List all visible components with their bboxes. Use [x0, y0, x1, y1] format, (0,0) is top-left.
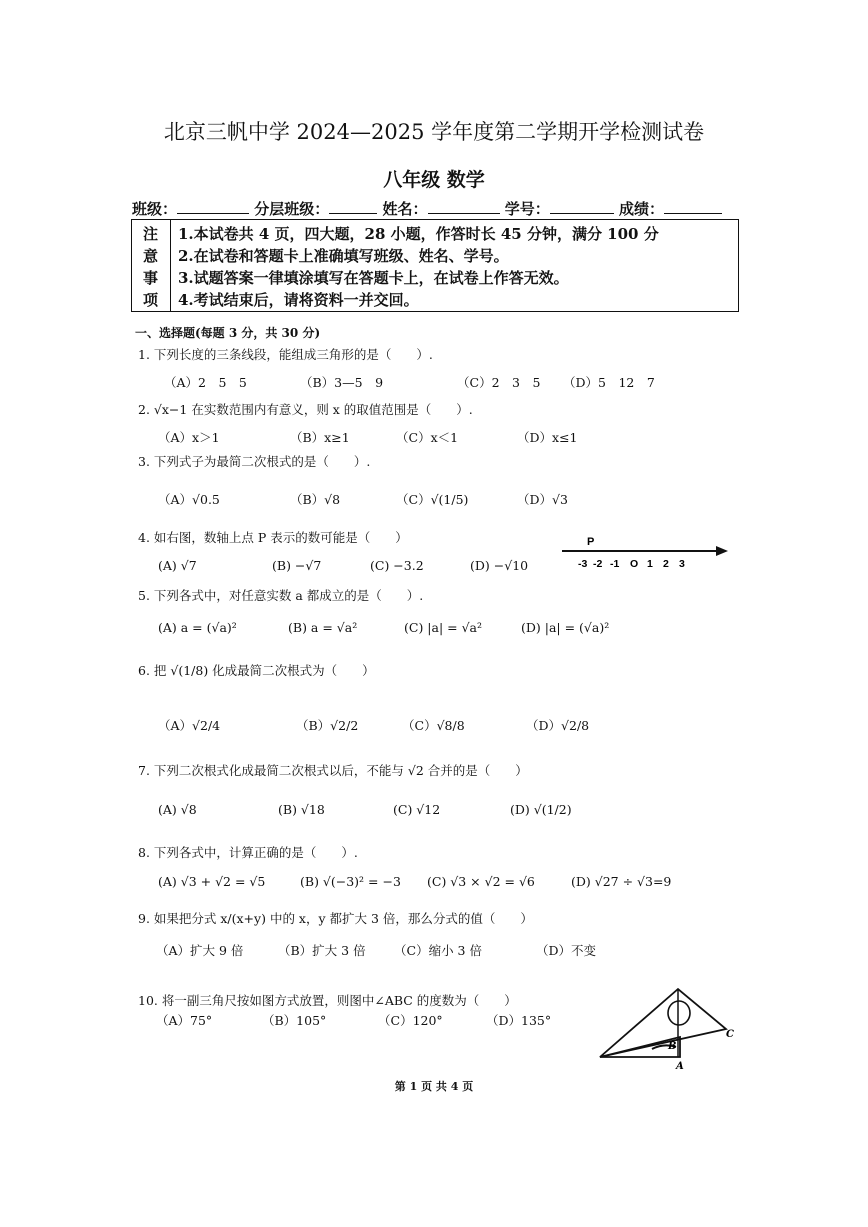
option-d: （D）√2/8 [526, 718, 590, 733]
tick-label: -1 [610, 558, 620, 570]
page-title: 北京三帆中学 2024—2025 学年度第二学期开学检测试卷 [163, 120, 705, 144]
option-c: （C）√(1/5) [396, 492, 469, 507]
question-stem: 4. 如右图，数轴上点 P 表示的数可能是（ ） [138, 530, 408, 545]
option-c: (C) √3 × √2 = √6 [427, 874, 535, 889]
option-c: (C) √12 [393, 802, 441, 817]
option-b: （B）3—5 9 [300, 375, 384, 390]
question-stem: 10. 将一副三角尺按如图方式放置，则图中∠ABC 的度数为（ ） [138, 993, 517, 1008]
point-p-label: P [587, 536, 595, 548]
option-a: （A）√2/4 [158, 718, 221, 733]
notice-side-label: 注 意 事 项 [132, 220, 171, 311]
option-b: （B）x≥1 [290, 430, 350, 445]
option-a: （A）x＞1 [158, 430, 220, 445]
notice-line: 1.本试卷共 4 页，四大题，28 小题，作答时长 45 分钟，满分 100 分 [178, 225, 659, 243]
question-stem: 7. 下列二次根式化成最简二次根式以后，不能与 √2 合并的是（ ） [138, 763, 528, 778]
tier-blank [329, 199, 377, 214]
id-blank [550, 199, 614, 214]
notice-box [131, 219, 739, 312]
option-c: (C) −3.2 [370, 558, 424, 573]
name-label: 姓名： [382, 200, 428, 218]
option-a: （A）75° [156, 1013, 213, 1028]
tick-label: -2 [593, 558, 603, 570]
option-c: （C）缩小 3 倍 [394, 943, 482, 958]
option-d: （D）x≤1 [517, 430, 578, 445]
question-stem: 8. 下列各式中，计算正确的是（ ）. [138, 845, 358, 860]
question-stem: 1. 下列长度的三条线段，能组成三角形的是（ ）. [138, 347, 433, 362]
option-b: （B）√8 [290, 492, 341, 507]
score-blank [664, 199, 722, 214]
option-a: （A）扩大 9 倍 [156, 943, 244, 958]
page-footer: 第 1 页 共 4 页 [394, 1080, 474, 1093]
class-label: 班级： [132, 200, 178, 218]
option-c: (C) |a| = √a² [404, 620, 483, 635]
option-b: （B）扩大 3 倍 [278, 943, 366, 958]
option-c: （C）120° [378, 1013, 443, 1028]
tier-label: 分层班级： [254, 200, 330, 218]
option-d: (D) −√10 [470, 558, 529, 573]
student-info-row [132, 198, 722, 219]
page-subtitle: 八年级 数学 [383, 169, 485, 191]
option-a: (A) √3 + √2 = √5 [158, 874, 266, 889]
tick-label: -3 [578, 558, 588, 570]
option-c: （C）√8/8 [402, 718, 465, 733]
question-stem: 5. 下列各式中，对任意实数 a 都成立的是（ ）. [138, 588, 424, 603]
tick-label: 2 [663, 558, 669, 570]
question-stem: 9. 如果把分式 x/(x+y) 中的 x，y 都扩大 3 倍，那么分式的值（ ） [138, 911, 533, 926]
question-stem: 6. 把 √(1/8) 化成最简二次根式为（ ） [138, 663, 375, 678]
option-d: （D）不变 [536, 943, 597, 958]
label-b: B [668, 1041, 677, 1052]
option-d: （D）√3 [517, 492, 568, 507]
name-blank [428, 199, 500, 214]
option-b: (B) −√7 [272, 558, 322, 573]
tick-label: O [630, 558, 639, 570]
option-b: (B) √18 [278, 802, 325, 817]
id-label: 学号： [504, 200, 550, 218]
number-line-figure [560, 534, 732, 574]
option-a: （A）2 5 5 [164, 375, 247, 390]
option-c: （C）2 3 5 [457, 375, 541, 390]
option-c: （C）x＜1 [396, 430, 459, 445]
option-d: （D）135° [486, 1013, 552, 1028]
triangle-figure [598, 985, 743, 1073]
option-b: （B）√2/2 [296, 718, 359, 733]
option-d: (D) √(1/2) [510, 802, 572, 817]
notice-line: 3.试题答案一律填涂填写在答题卡上，在试卷上作答无效。 [178, 269, 569, 287]
question-stem: 2. √x−1 在实数范围内有意义，则 x 的取值范围是（ ）. [138, 402, 473, 417]
notice-line: 4.考试结束后，请将资料一并交回。 [178, 291, 419, 309]
option-b: (B) a = √a² [288, 620, 358, 635]
tick-label: 3 [679, 558, 685, 570]
option-a: (A) √8 [158, 802, 197, 817]
option-a: (A) √7 [158, 558, 197, 573]
option-a: （A）√0.5 [158, 492, 220, 507]
label-a: A [676, 1061, 684, 1072]
option-d: （D）5 12 7 [563, 375, 655, 390]
label-c: C [726, 1029, 734, 1040]
option-d: (D) |a| = (√a)² [521, 620, 610, 635]
option-d: (D) √27 ÷ √3=9 [571, 874, 672, 889]
section-heading: 一、选择题(每题 3 分，共 30 分) [135, 326, 321, 340]
option-b: (B) √(−3)² = −3 [300, 874, 401, 889]
notice-line: 2.在试卷和答题卡上准确填写班级、姓名、学号。 [178, 247, 509, 265]
score-label: 成绩： [619, 200, 665, 218]
option-b: （B）105° [262, 1013, 327, 1028]
tick-label: 1 [647, 558, 653, 570]
class-blank [177, 199, 249, 214]
question-stem: 3. 下列式子为最简二次根式的是（ ）. [138, 454, 371, 469]
option-a: (A) a = (√a)² [158, 620, 237, 635]
